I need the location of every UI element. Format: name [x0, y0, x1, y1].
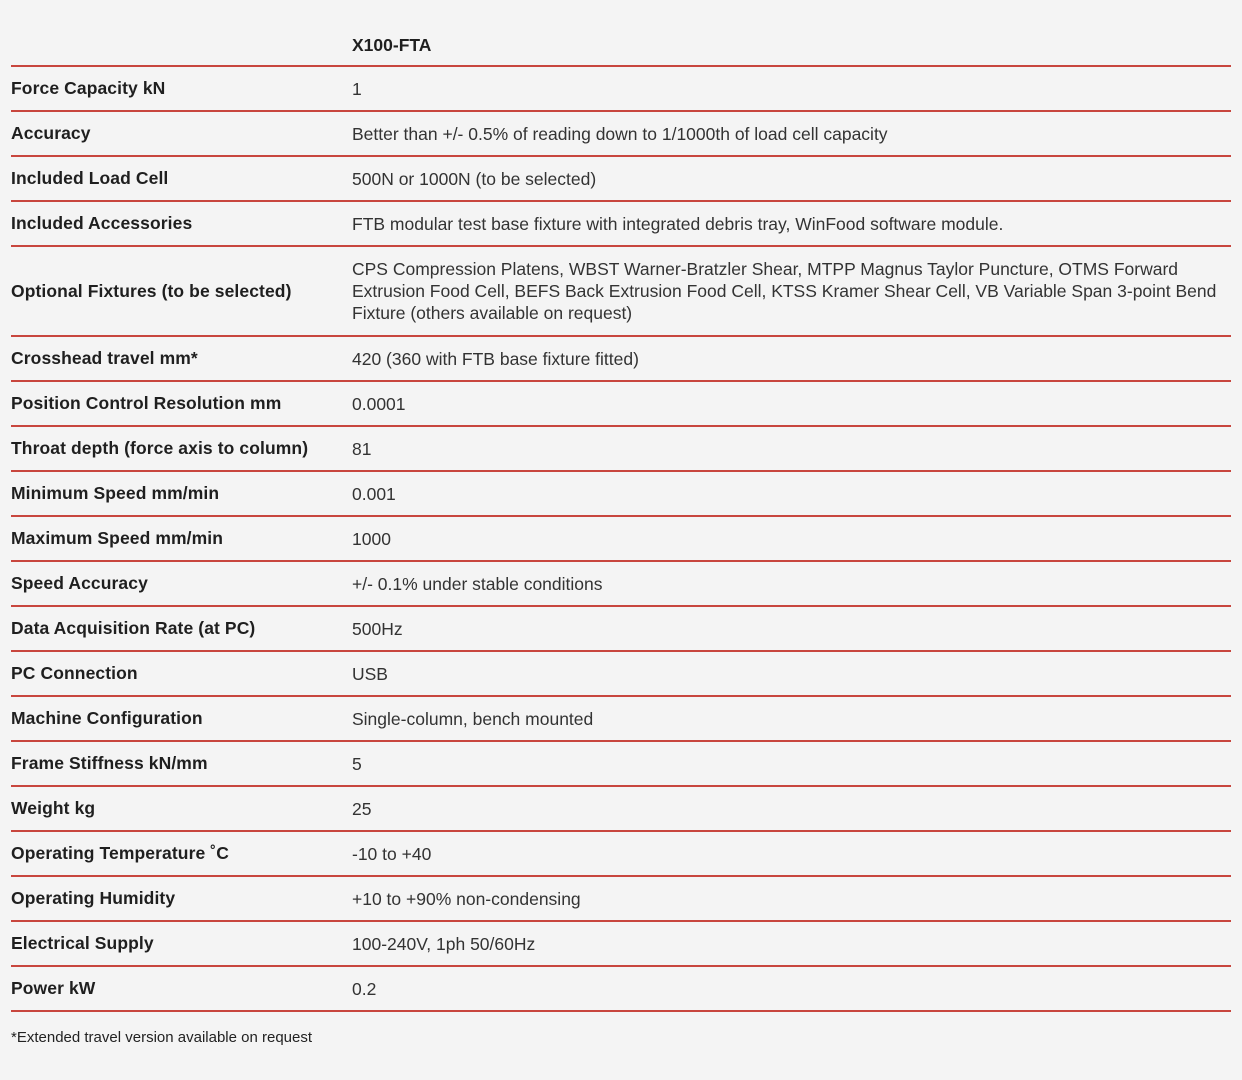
spec-value: 100-240V, 1ph 50/60Hz [352, 933, 536, 954]
table-row [11, 67, 1231, 112]
table-row [11, 247, 1231, 337]
table-row [11, 832, 1231, 877]
spec-label: Optional Fixtures (to be selected) [11, 280, 292, 301]
spec-label: Speed Accuracy [11, 573, 148, 593]
spec-value: 1 [352, 78, 362, 99]
spec-label: Operating Humidity [11, 888, 176, 908]
spec-label: Operating Temperature ˚C [11, 843, 229, 863]
spec-value: Better than +/- 0.5% of reading down to 1/1000th of load cell capacity [352, 123, 888, 144]
spec-value: 25 [352, 798, 372, 819]
spec-label: Maximum Speed mm/min [11, 528, 224, 548]
spec-value: FTB modular test base fixture with integrated debris tray, WinFood software module. [352, 213, 1004, 234]
spec-value: 500N or 1000N (to be selected) [352, 168, 597, 189]
spec-value: 0.001 [352, 483, 396, 504]
table-body [11, 67, 1231, 1012]
table-row [11, 517, 1231, 562]
table-row [11, 112, 1231, 157]
spec-value: CPS Compression Platens, WBST Warner-Bratzler Shear, MTPP Magnus Taylor Puncture, OTMS Forward Extrusion Food Cell, BEFS Back Extrusion Food Cell, KTSS Kramer Shear Cell, VB Variable Span 3-point Bend Fixture (others available on request) [352, 259, 1217, 323]
spec-value: 0.2 [352, 978, 377, 999]
spec-label: PC Connection [11, 663, 138, 683]
spec-label: Machine Configuration [11, 708, 203, 728]
spec-value: +10 to +90% non-condensing [352, 888, 581, 909]
spec-label: Data Acquisition Rate (at PC) [11, 618, 256, 638]
spec-label: Accuracy [11, 123, 91, 143]
spec-label: Force Capacity kN [11, 78, 166, 98]
spec-value: 1000 [352, 528, 391, 549]
spec-label: Included Accessories [11, 213, 193, 233]
footnote: *Extended travel version available on request [11, 1029, 313, 1046]
spec-label: Electrical Supply [11, 933, 154, 953]
table-row [11, 787, 1231, 832]
table-row [11, 382, 1231, 427]
spec-value: +/- 0.1% under stable conditions [352, 573, 603, 594]
spec-table [11, 24, 1231, 1012]
table-row [11, 742, 1231, 787]
table-row [11, 562, 1231, 607]
table-row [11, 427, 1231, 472]
spec-label: Weight kg [11, 798, 96, 818]
table-row [11, 922, 1231, 967]
spec-value: 0.0001 [352, 393, 406, 414]
spec-label: Frame Stiffness kN/mm [11, 753, 208, 773]
spec-label: Throat depth (force axis to column) [11, 438, 309, 458]
table-row [11, 877, 1231, 922]
spec-label: Included Load Cell [11, 168, 169, 188]
table-row [11, 652, 1231, 697]
spec-value: 420 (360 with FTB base fixture fitted) [352, 348, 639, 369]
spec-label: Power kW [11, 978, 96, 998]
spec-value: Single-column, bench mounted [352, 708, 594, 729]
table-row [11, 607, 1231, 652]
spec-value: 500Hz [352, 618, 403, 639]
spec-label: Position Control Resolution mm [11, 393, 282, 413]
spec-value: -10 to +40 [352, 843, 432, 864]
table-row [11, 337, 1231, 382]
table-row [11, 697, 1231, 742]
spec-value: USB [352, 663, 388, 684]
table-header [11, 24, 1231, 67]
table-row [11, 472, 1231, 517]
table-row [11, 967, 1231, 1012]
model-name: X100-FTA [352, 34, 432, 55]
spec-label: Crosshead travel mm* [11, 348, 198, 368]
spec-value: 81 [352, 438, 372, 459]
spec-label: Minimum Speed mm/min [11, 483, 220, 503]
spec-value: 5 [352, 753, 362, 774]
table-row [11, 202, 1231, 247]
table-row [11, 157, 1231, 202]
